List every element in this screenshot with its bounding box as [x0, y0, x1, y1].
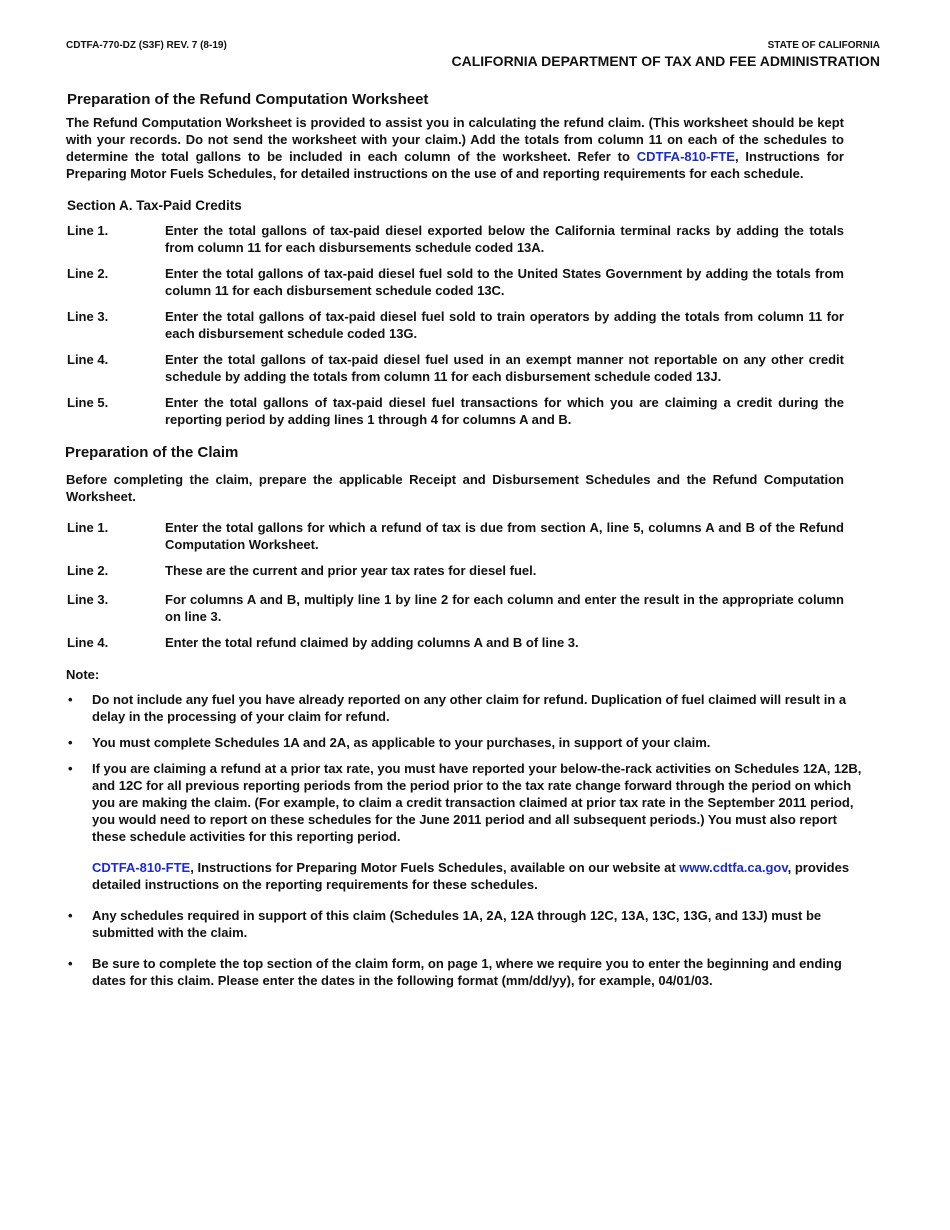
note-text: Do not include any fuel you have already reported on any other claim for refund. Duplication of fuel claimed will result in a delay in the processing of your claim for refund. — [92, 692, 847, 724]
line-label: Line 1. — [67, 520, 109, 535]
worksheet-intro — [66, 114, 844, 182]
line-label: Line 4. — [67, 635, 109, 650]
worksheet-intro-text-end: , Instructions for Preparing Motor Fuels Schedules, for detailed instructions on the use of and reporting requirements for each schedule. — [66, 149, 844, 181]
bullet-icon: • — [68, 735, 73, 750]
line-text: These are the current and prior year tax rates for diesel fuel. — [165, 563, 537, 578]
state-label: STATE OF CALIFORNIA — [767, 40, 880, 51]
cdtfa-810-fte-link[interactable]: CDTFA-810-FTE — [92, 860, 191, 875]
cdtfa-810-fte-link[interactable]: CDTFA-810-FTE — [636, 149, 735, 164]
line-label: Line 2. — [67, 266, 109, 281]
line-text: Enter the total gallons of tax-paid diesel exported below the California terminal racks by adding the totals from column 11 for each disbursements schedule coded 13A. — [165, 223, 844, 255]
claim-title: Preparation of the Claim — [65, 444, 239, 461]
note-title: Note: — [66, 667, 100, 682]
line-text: Enter the total gallons for which a refund of tax is due from section A, line 5, columns A and B of the Refund Computation Worksheet. — [165, 520, 844, 552]
claim-line-3 — [67, 591, 844, 625]
website-link[interactable]: www.cdtfa.ca.gov — [679, 860, 788, 875]
note-item — [66, 734, 872, 751]
note-item — [66, 955, 872, 989]
form-id: CDTFA-770-DZ (S3F) REV. 7 (8-19) — [66, 40, 227, 51]
note-text: You must complete Schedules 1A and 2A, as applicable to your purchases, in support of your claim. — [92, 735, 711, 750]
line-text: For columns A and B, multiply line 1 by line 2 for each column and enter the result in the appropriate column on line 3. — [165, 592, 844, 624]
worksheet-line-3 — [67, 308, 844, 342]
line-label: Line 5. — [67, 395, 109, 410]
bullet-icon: • — [68, 692, 73, 707]
line-text: Enter the total gallons of tax-paid diesel fuel sold to the United States Government by adding the totals from column 11 for each disbursement schedule coded 13C. — [165, 266, 844, 298]
claim-line-4 — [67, 634, 844, 651]
note-item — [66, 760, 872, 893]
note-item — [66, 907, 872, 941]
bullet-icon: • — [68, 761, 73, 776]
document-body — [65, 91, 862, 998]
note-item — [66, 691, 872, 725]
note-text: If you are claiming a refund at a prior tax rate, you must have reported your below-the-rack activities on Schedules 12A, 12B, and 12C for all previous reporting periods from the period prior to the tax rate change forward through the period on which you are making the claim. (For example, to claim a credit transaction claimed at prior tax rate in the September 2011 period, you would need to report on these schedules for the June 2011 period and all subsequent periods.) You must also report these schedule activities for this reporting period. — [92, 761, 862, 844]
line-label: Line 3. — [67, 592, 109, 607]
worksheet-intro-text: The Refund Computation Worksheet is provided to assist you in calculating the refund claim. (This worksheet should be kept with your records. Do not send the worksheet with your claim.) Add the totals from column 11 on each of the schedules to determine the total gallons to be included in each column of the worksheet. Refer to — [66, 115, 844, 164]
claim-intro: Before completing the claim, prepare the applicable Receipt and Disbursement Schedules and the Refund Computation Worksheet. — [66, 472, 844, 504]
line-text: Enter the total gallons of tax-paid diesel fuel sold to train operators by adding the totals from column 11 for each disbursement schedule coded 13G. — [165, 309, 844, 341]
note-text: Be sure to complete the top section of the claim form, on page 1, where we require you to enter the beginning and ending dates for this claim. Please enter the dates in the following format (mm/dd/yy), for example, 04/01/03. — [92, 956, 842, 988]
worksheet-line-2 — [67, 265, 844, 299]
claim-line-2 — [67, 562, 844, 579]
line-text: Enter the total gallons of tax-paid diesel fuel used in an exempt manner not reportable on any other credit schedule by adding the totals from column 11 for each disbursement schedule coded 13J. — [165, 352, 844, 384]
claim-line-1 — [67, 519, 844, 553]
bullet-icon: • — [68, 956, 73, 971]
worksheet-line-4 — [67, 351, 844, 385]
note-subparagraph — [92, 859, 872, 893]
worksheet-title: Preparation of the Refund Computation Worksheet — [67, 91, 429, 108]
section-a-title: Section A. Tax-Paid Credits — [67, 198, 242, 213]
department-name: CALIFORNIA DEPARTMENT OF TAX AND FEE ADMINISTRATION — [451, 53, 880, 69]
bullet-icon: • — [68, 908, 73, 923]
note-subparagraph-text: , Instructions for Preparing Motor Fuels Schedules, available on our website at — [190, 860, 680, 875]
line-label: Line 1. — [67, 223, 109, 238]
worksheet-line-1 — [67, 222, 844, 256]
line-label: Line 4. — [67, 352, 109, 367]
line-text: Enter the total refund claimed by adding columns A and B of line 3. — [165, 635, 579, 650]
note-subparagraph-text-end: , provides detailed instructions on the reporting requirements for these schedules. — [92, 860, 850, 892]
note-list — [66, 691, 862, 989]
line-text: Enter the total gallons of tax-paid diesel fuel transactions for which you are claiming a credit during the reporting period by adding lines 1 through 4 for columns A and B. — [165, 395, 844, 427]
line-label: Line 2. — [67, 563, 109, 578]
worksheet-line-5 — [67, 394, 844, 428]
note-text: Any schedules required in support of this claim (Schedules 1A, 2A, 12A through 12C, 13A, 13C, 13G, and 13J) must be submitted with the claim. — [92, 908, 822, 940]
line-label: Line 3. — [67, 309, 109, 324]
